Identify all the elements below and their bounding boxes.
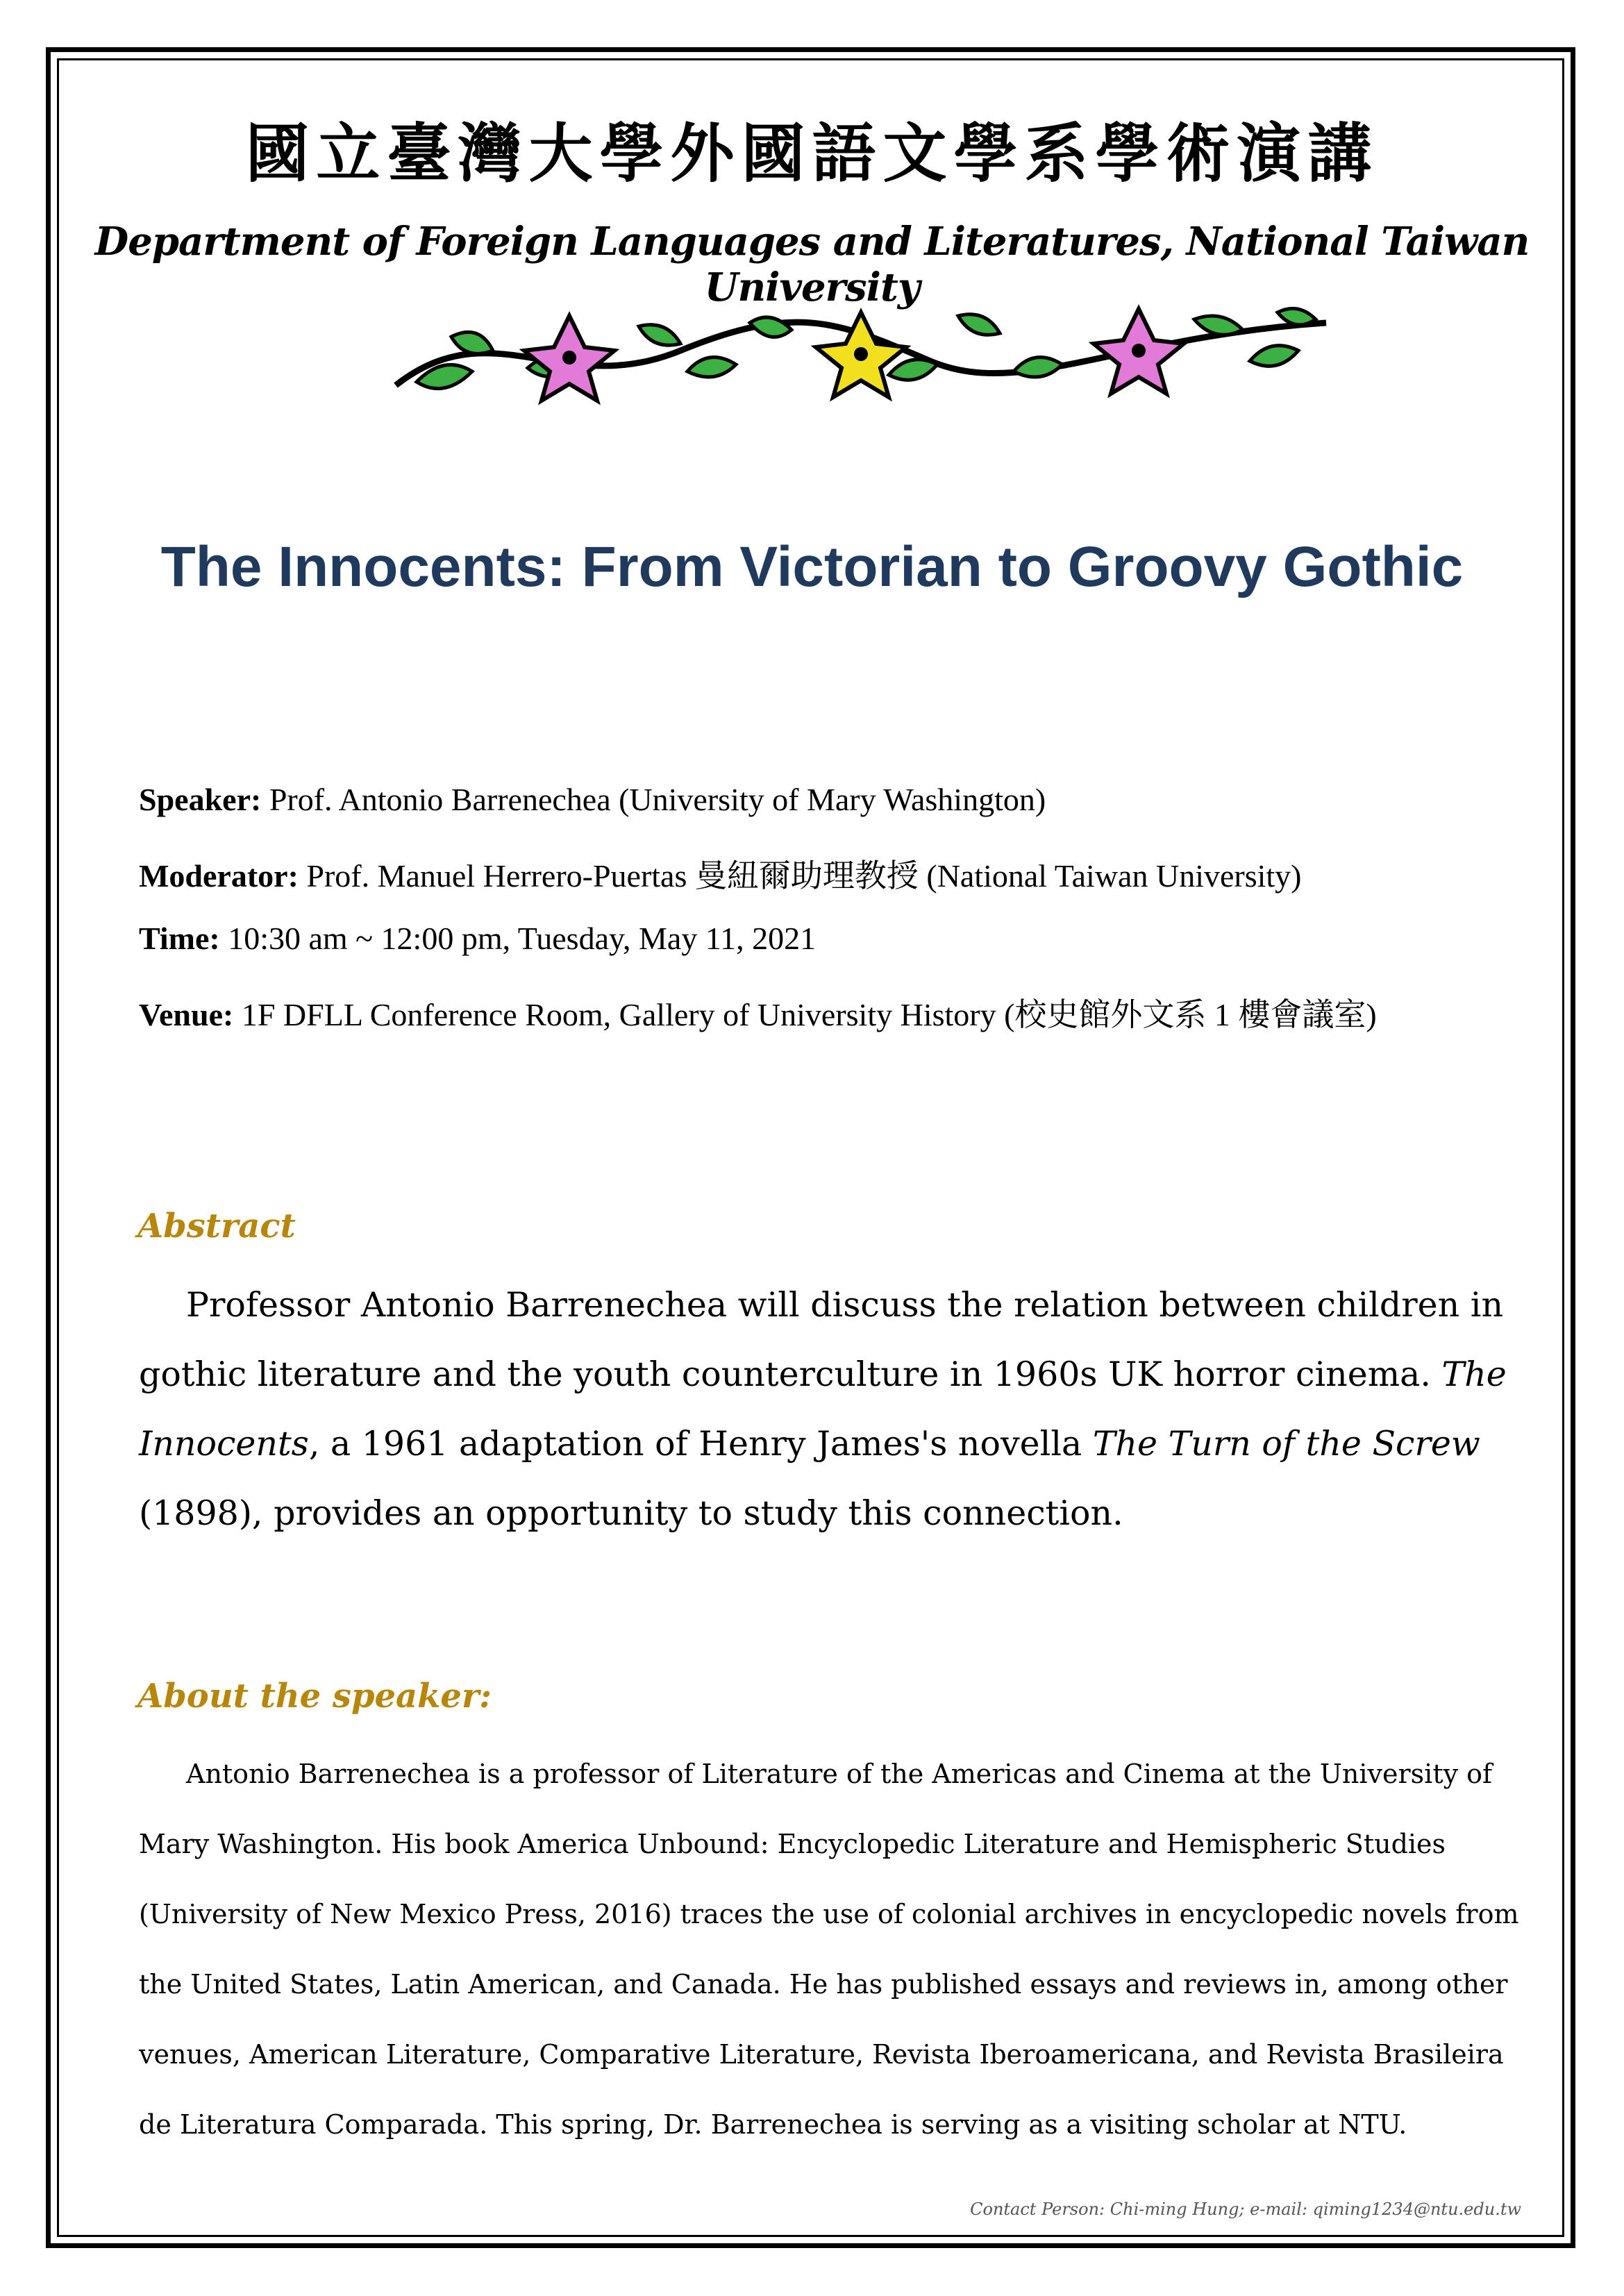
contact-info: Contact Person: Chi-ming Hung; e-mail: qiming1234@ntu.edu.tw — [970, 2199, 1521, 2219]
novella-title: The Turn of the Screw — [1092, 1424, 1480, 1464]
abstract-text-2: , a 1961 adaptation of Henry James's novella — [308, 1424, 1093, 1464]
chinese-title: 國立臺灣大學外國語文學系學術演講 — [245, 116, 1379, 191]
moderator-label: Moderator: — [139, 858, 299, 894]
abstract-text-3: (1898), provides an opportunity to study this connection. — [139, 1493, 1123, 1533]
abstract-text-1: Professor Antonio Barrenechea will discuss the relation between children in gothic literature and the youth counterculture in 1960s UK horror cinema. — [139, 1285, 1504, 1394]
speaker-bio-text: Antonio Barrenechea is a professor of Literature of the Americas and Cinema at the University of Mary Washington. His book America Unbound: Encyclopedic Literature and Hemispheric Studies (University of New Mexico Press, 2016) traces the use of colonial archives in encyclopedic novels from the United States, Latin American, and Canada. He has published essays and reviews in, among other venues, American Literature, Comparative Literature, Revista Iberoamericana, and Revista Brasileira de Literatura Comparada. This spring, Dr. Barrenechea is serving as a visiting scholar at NTU. — [139, 1759, 1519, 2140]
time-value: 10:30 am ~ 12:00 pm, Tuesday, May 11, 2021 — [219, 921, 817, 956]
venue-value: 1F DFLL Conference Room, Gallery of University History (校史館外文系 1 樓會議室) — [233, 997, 1377, 1032]
abstract-body — [139, 1271, 1521, 1548]
speaker-bio — [139, 1739, 1527, 2160]
abstract-heading: Abstract — [137, 1207, 296, 1246]
department-title: Department of Foreign Languages and Literatures, National Taiwan University — [94, 219, 1530, 310]
time-label: Time: — [139, 921, 220, 956]
floral-vine-ornament — [389, 295, 1333, 413]
lecture-title: The Innocents: From Victorian to Groovy Gothic — [160, 535, 1464, 598]
venue-line — [139, 989, 1377, 1035]
speaker-label: Speaker: — [139, 782, 262, 817]
speaker-value: Prof. Antonio Barrenechea (University of Mary Washington) — [261, 782, 1046, 817]
pink-flower-icon — [1094, 309, 1184, 394]
pink-flower-icon — [524, 316, 614, 401]
moderator-line — [139, 850, 1302, 896]
speaker-line — [139, 781, 1046, 818]
time-line — [139, 920, 816, 957]
moderator-value: Prof. Manuel Herrero-Puertas 曼紐爾助理教授 (National Taiwan University) — [298, 858, 1302, 894]
film-title: The Innocents — [139, 1355, 1507, 1464]
venue-label: Venue: — [139, 997, 234, 1032]
about-heading: About the speaker: — [137, 1677, 492, 1716]
